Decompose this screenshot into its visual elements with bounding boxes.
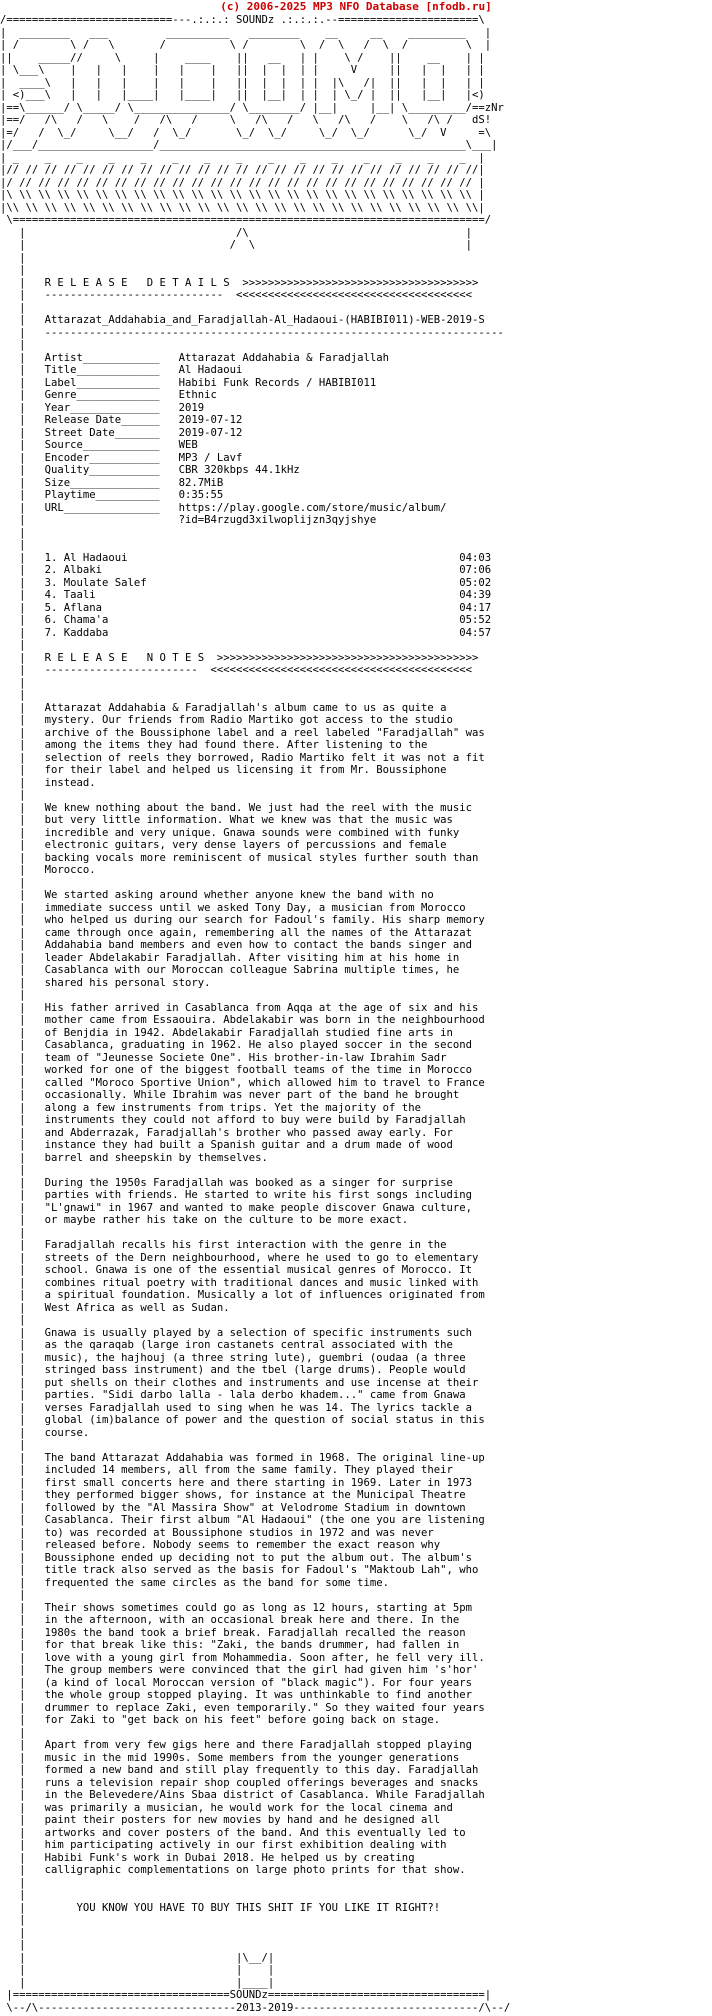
- nfo-text: /==========================---.:.:.: SOUNDz .:.:.:.--======================\ | ________ ___ __________ ________ __ __ _________ | | / \ / \ / \ / \ / \ / \ / \ | || _____// \ | ____ || __ | | \ / || __ | | | \___\ | | | | | | || | | | | V || | | | | | ____\ | | | | | | || | | | | |\ /| || | | | | | <)___\ | | |____| |____| || |__| | | | \_/ | || |__| |<) |==\______/ \_____/ \_______________/ \________/ |__| |__| \_________/==zNr |==/ /\ / \ / /\ / \ /\ / \ /\ / \ /\ / dS! |=/ / \_/ \__/ / \_/ \_/ \_/ \_/ \_/ \_/ V =\ |/___/__________________/________________________________________________\___| | _ _ _ _ _ _ _ _ _ _ _ _ _ _ _ | |// // // // // // // // // // // // // // // // // // // // // // // // //| |/ // // // // // // // // // // // // // // // // // // // // // // // // | |\ \\ \\ \\ \\ \\ \\ \\ \\ \\ \\ \\ \\ \\ \\ \\ \\ \\ \\ \\ \\ \\ \\ \\ \\ | |\\ \\ \\ \\ \\ \\ \\ \\ \\ \\ \\ \\ \\ \\ \\ \\ \\ \\ \\ \\ \\ \\ \\ \\ \\| \==========================================================================/ | /\ | | / \ | | | | R E L E A S E D E T A I L S >>>>>>>>>>>>>>>>>>>>>>>>>>>>>>>>>>>>> | ---------------------------- <<<<<<<<<<<<<<<<<<<<<<<<<<<<<<<<<<<<< | | Attarazat_Addahabia_and_Faradjallah-Al_Hadaoui-(HABIBI011)-WEB-2019-S | ------------------------------------------------------------------------ | | Artist____________ Attarazat Addahabia & Faradjallah | Title_____________ Al Hadaoui | Label_____________ Habibi Funk Records / HABIBI011 | Genre_____________ Ethnic | Year______________ 2019 | Release Date______ 2019-07-12 | Street Date_______ 2019-07-12 | Source____________ WEB | Encoder___________ MP3 / Lavf | Quality___________ CBR 320kbps 44.1kHz | Size______________ 82.7MiB | Playtime__________ 0:35:55 | URL_______________ https://play.google.com/store/music/album/ | ?id=B4rzugd3xilwoplijzn3qyjshye | | | 1. Al Hadaoui 04:03 | 2. Albaki 07:06 | 3. Moulate Salef 05:02 | 4. Taali 04:39 | 5. Aflana 04:17 | 6. Chama'a 05:52 | 7. Kaddaba 04:57 | | R E L E A S E N O T E S >>>>>>>>>>>>>>>>>>>>>>>>>>>>>>>>>>>>>>>>> | ------------------------ <<<<<<<<<<<<<<<<<<<<<<<<<<<<<<<<<<<<<<<<< | | | Attarazat Addahabia & Faradjallah's album came to us as quite a | mystery. Our friends from Radio Martiko got access to the studio | archive of the Boussiphone label and a reel labeled "Faradjallah" was | among the items they had found there. After listening to the | selection of reels they borrowed, Radio Martiko felt it was not a fit | for their label and helped us licensing it from Mr. Boussiphone | instead. | | We knew nothing about the band. We just had the reel with the music | but very little information. What we knew was that the music was | incredible and very unique. Gnawa sounds were combined with funky | electronic guitars, very dense layers of percussions and female | backing vocals more reminiscent of musical styles further south than | Morocco. | | We started asking around whether anyone knew the band with no | immediate success until we asked Tony Day, a musician from Morocco | who helped us during our search for Fadoul's family. His sharp memory | came through once again, remembering all the names of the Attarazat | Addahabia band members and even how to contact the bands singer and | leader Abdelakabir Faradjallah. After visiting him at his home in | Casablanca with our Moroccan colleague Sabrina multiple times, he | shared his personal story. | | His father arrived in Casablanca from Aqqa at the age of six and his | mother came from Essaouira. Abdelakabir was born in the neighbourhood | of Benjdia in 1942. Abdelakabir Faradjallah studied fine arts in | Casablanca, graduating in 1962. He also played soccer in the second | team of "Jeunesse Societe One". His brother-in-law Ibrahim Sadr | worked for one of the biggest football teams of the time in Morocco | called "Moroco Sportive Union", which allowed him to travel to France | occasionally. While Ibrahim was never part of the band he brought | along a few instruments from trips. Yet the majority of the | instruments they could not afford to buy were build by Faradjallah | and Abderrazak, Faradjallah's brother who passed away early. For | instance they had built a Spanish guitar and a drum made of wood | barrel and sheepskin by themselves. | | During the 1950s Faradjallah was booked as a singer for surprise | parties with friends. He started to write his first songs including | "L'gnawi" in 1967 and wanted to make people discover Gnawa culture, | or maybe rather his take on the culture to be more exact. | | Faradjallah recalls his first interaction with the genre in the | streets of the Dern neighbourhood, where he used to go to elementary | school. Gnawa is one of the essential musical genres of Morocco. It | combines ritual poetry with traditional dances and music linked with | a spiritual foundation. Musically a lot of influences originated from | West Africa as well as Sudan. | | Gnawa is usually played by a selection of specific instruments such | as the qaraqab (large iron castanets central associated with the | music), the hajhouj (a three string lute), guembri (oudaa (a three | stringed bass instrument) and the tbel (large drums). People would | put shells on their clothes and instruments and use incense at their | parties. "Sidi darbo lalla - lala derbo khadem..." came from Gnawa | verses Faradjallah used to sing when he was 14. The lyrics tackle a | global (im)balance of power and the question of social status in this | course. | | The band Attarazat Addahabia was formed in 1968. The original line-up | included 14 members, all from the same family. They played their | first small concerts here and there starting in 1969. Later in 1973 | they performed bigger shows, for instance at the Municipal Theatre | followed by the "Al Massira Show" at Velodrome Stadium in downtown | Casablanca. Their first album "Al Hadaoui" (the one you are listening | to) was recorded at Boussiphone studios in 1972 and was never | released before. Nobody seems to remember the exact reason why | Boussiphone ended up deciding not to put the album out. The album's | title track also served as the basis for Fadoul's "Maktoub Lah", who | frequented the same circles as the band for some time. | | Their shows sometimes could go as long as 12 hours, starting at 5pm | in the afternoon, with an occasional break here and there. In the | 1980s the band took a brief break. Faradjallah recalled the reason | for that break like this: "Zaki, the bands drummer, had fallen in | love with a young girl from Mohammedia. Soon after, he fell very ill. | The group members were convinced that the girl had given him 's'hor' | (a kind of local Moroccan version of "black magic"). For four years | the whole group stopped playing. It was unthinkable to find another | drummer to replace Zaki, even temporarily." So they waited four years | for Zaki to "get back on his feet" before going back on stage. | | Apart from very few gigs here and there Faradjallah stopped playing | music in the mid 1990s. Some members from the younger generations | formed a new band and still play frequently to this day. Faradjallah | runs a television repair shop coupled offerings beverages and snacks | in the Belevedere/Ains Sbaa district of Casablanca. While Faradjallah | was primarily a musician, he would work for the local cinema and | paint their posters for new movies by hand and he designed all | artworks and cover posters of the band. And this eventually led to | him participating actively in our first exhibition dealing with | Habibi Funk's work in Dubai 2018. He helped us by creating | calligraphic complementations on large photo prints for that show. | | | YOU KNOW YOU HAVE TO BUY THIS SHIT IF YOU LIKE IT RIGHT?! | | | | |\__/| | | | | |____| |==================================SOUNDz==================================| \--/\-------------------------------2013-2019-----------------------------/\--/: [0, 14, 511, 2014]
- site-header: [0, 0, 712, 14]
- site-header-link[interactable]: (c) 2006-2025 MP3 NFO Database [nfodb.ru]: [220, 0, 492, 13]
